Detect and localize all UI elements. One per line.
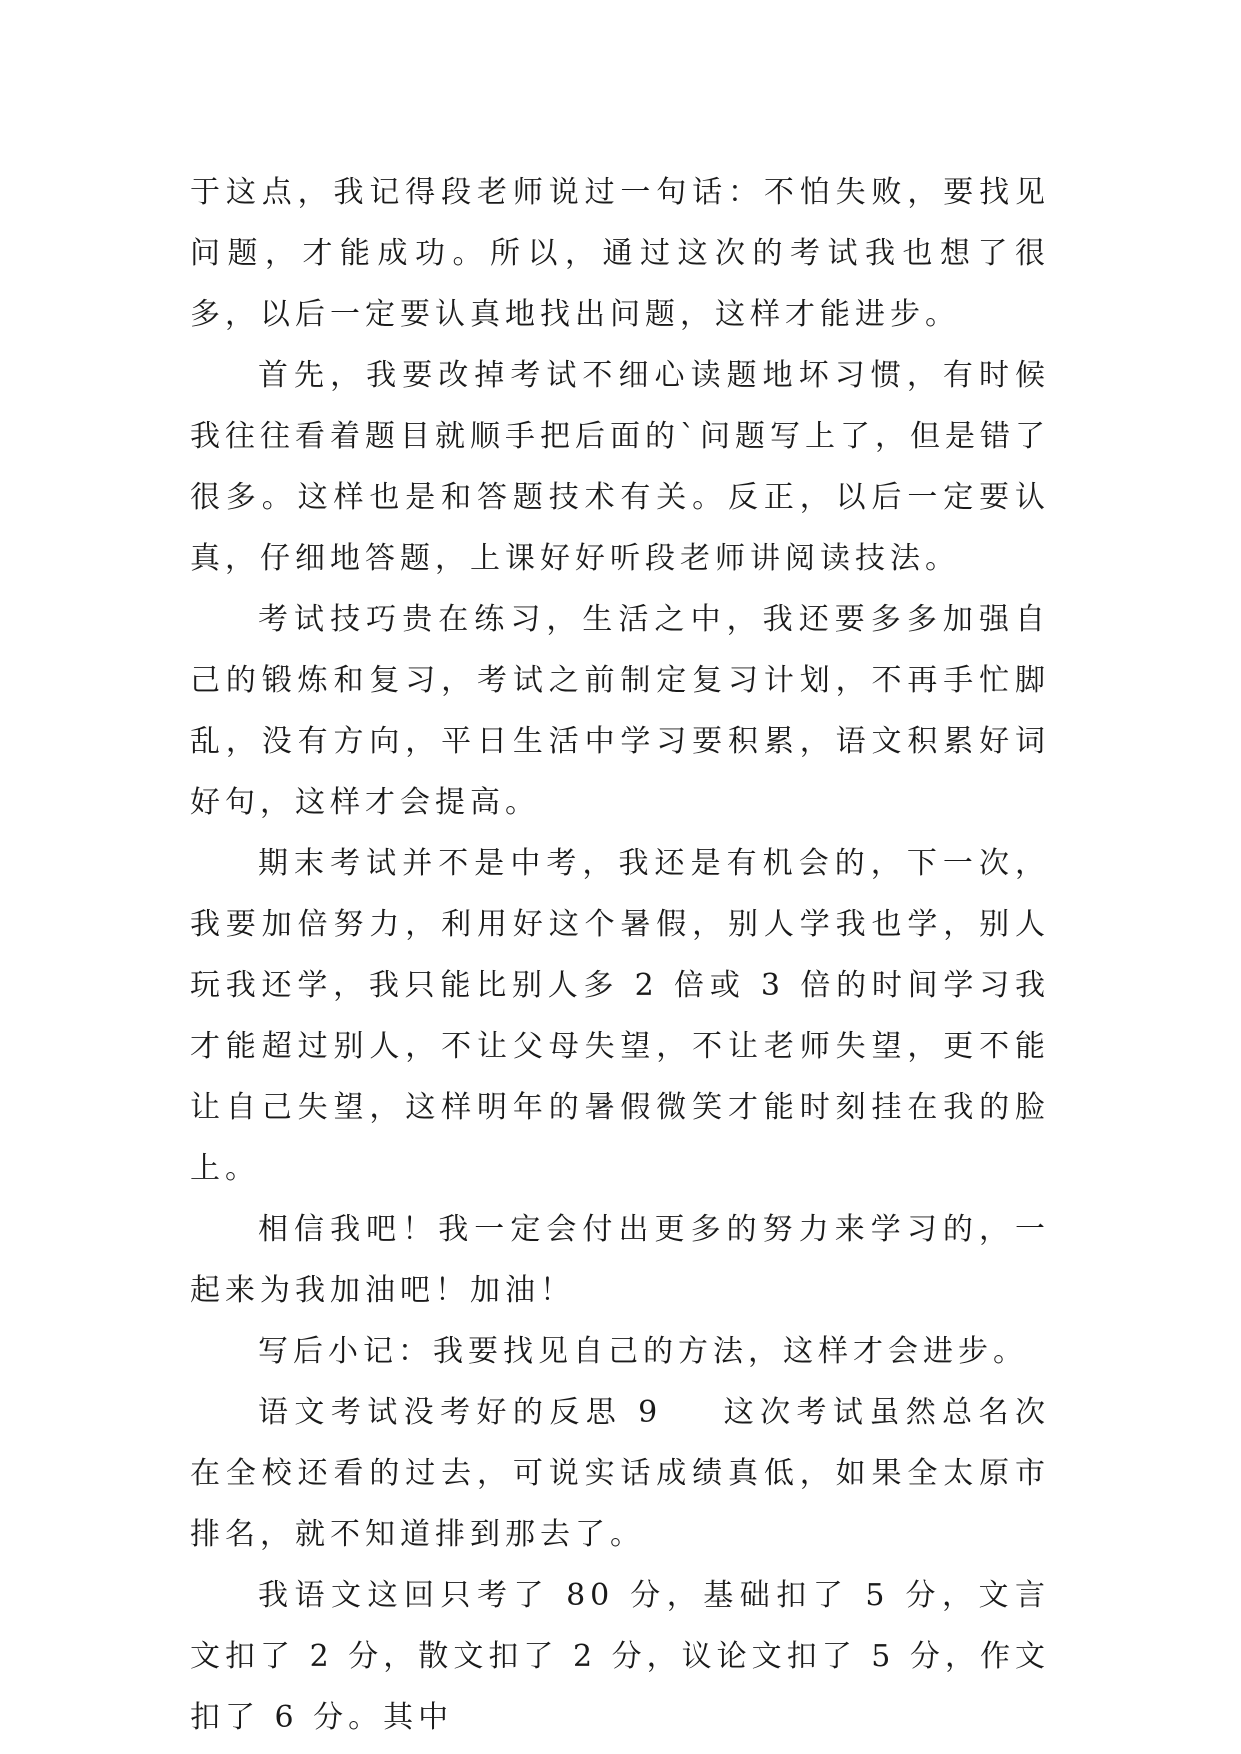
section-heading: 语文考试没考好的反思 9 [258,1395,663,1430]
section-paragraph [190,1382,1050,1565]
document-body [190,162,1050,1748]
paragraph-4: 期末考试并不是中考，我还是有机会的，下一次，我要加倍努力，利用好这个暑假，别人学我也学，别人玩我还学，我只能比别人多 2 倍或 3 倍的时间学习我才能超过别人，不让父母失望，不让老师失望，更不能让自己失望，这样明年的暑假微笑才能时刻挂在我的脸上。 [190,846,1050,1186]
section-text: 这次考试虽然总名次在全校还看的过去，可说实话成绩真低，如果全太原市排名，就不知道排到那去了。 [190,1395,1051,1552]
paragraph-3: 考试技巧贵在练习，生活之中，我还要多多加强自己的锻炼和复习，考试之前制定复习计划，不再手忙脚乱，没有方向，平日生活中学习要积累，语文积累好词好句，这样才会提高。 [190,602,1050,820]
paragraph-2: 首先，我要改掉考试不细心读题地坏习惯，有时候我往往看着题目就顺手把后面的`问题写上了，但是错了很多。这样也是和答题技术有关。反正，以后一定要认真，仔细地答题，上课好好听段老师讲阅读技法。 [190,358,1050,576]
paragraph-last: 我语文这回只考了 80 分，基础扣了 5 分，文言文扣了 2 分，散文扣了 2 分，议论文扣了 5 分，作文扣了 6 分。其中 [190,1578,1050,1735]
paragraph-6: 写后小记：我要找见自己的方法，这样才会进步。 [258,1334,1028,1369]
paragraph-1: 于这点，我记得段老师说过一句话：不怕失败，要找见问题，才能成功。所以，通过这次的考试我也想了很多，以后一定要认真地找出问题，这样才能进步。 [190,175,1050,332]
paragraph-5: 相信我吧！我一定会付出更多的努力来学习的，一起来为我加油吧！加油！ [190,1212,1050,1308]
